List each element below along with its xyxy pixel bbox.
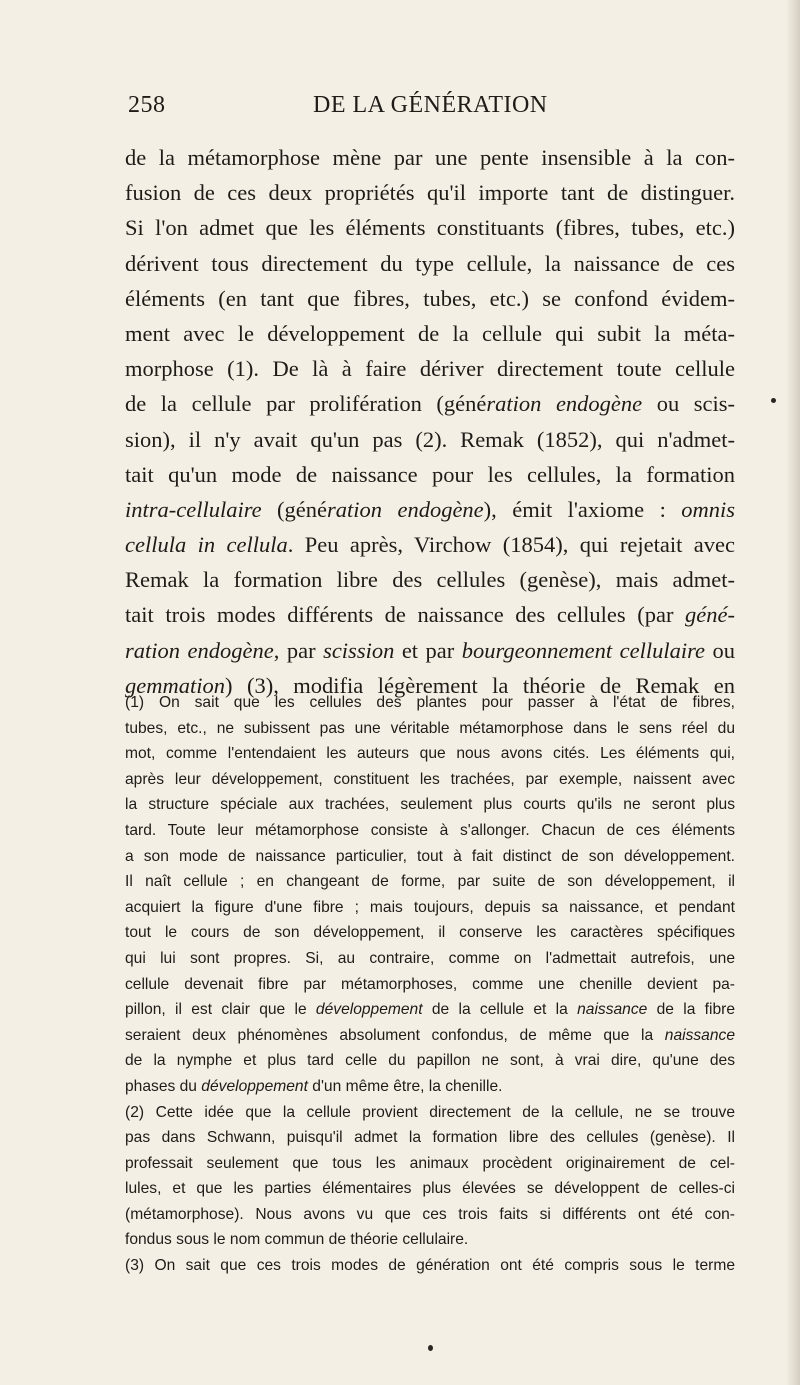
footnote-line: (2) Cette idée que la cellule provient directement de la cellule, ne se trouve [125,1103,735,1121]
footnote-line: acquiert la figure d'une fibre ; mais toujours, depuis sa naissance, et pendant [125,898,735,916]
footnote-line: (3) On sait que ces trois modes de génération ont été compris sous le terme [125,1257,735,1275]
text-line: éléments (en tant que fibres, tubes, etc.) se confond évidem- [125,285,735,311]
footnote-line: tout le cours de son développement, il conserve les caractères spécifiques [125,924,735,942]
footnote-line: la structure spéciale aux trachées, seulement plus courts qu'ils ne seront plus [125,796,735,814]
text-line: de la cellule par prolifération (génération endogène ou scis- [125,391,735,417]
text-line: dérivent tous directement du type cellule, la naissance de ces [125,250,735,276]
text-line: Si l'on admet que les éléments constituants (fibres, tubes, etc.) [125,215,735,241]
text-line: Remak la formation libre des cellules (genèse), mais admet- [125,567,735,593]
text-line: ment avec le développement de la cellule qui subit la méta- [125,320,735,346]
text-line: de la métamorphose mène par une pente insensible à la con- [125,145,735,170]
footnote-line: lules, et que les parties élémentaires plus élevées se développent de celles-ci [125,1180,735,1198]
ink-speck [428,1345,433,1351]
text-line: intra-cellulaire (génération endogène), émit l'axiome : omnis [125,496,735,522]
footnote-line: pas dans Schwann, puisqu'il admet la formation libre des cellules (genèse). Il [125,1129,735,1147]
footnote-line: (métamorphose). Nous avons vu que ces trois faits si différents ont été con- [125,1205,735,1223]
footnote-line: de la nymphe et plus tard celle du papillon ne sont, à vrai dire, qu'une des [125,1052,735,1070]
ink-speck [771,398,776,403]
footnote-line: a son mode de naissance particulier, tout à fait distinct de son développement. [125,847,735,865]
text-line: fusion de ces deux propriétés qu'il importe tant de distinguer. [125,180,735,206]
text-line: gemmation) (3), modifia légèrement la théorie de Remak en [125,672,735,698]
footnote-line: (1) On sait que les cellules des plantes pour passer à l'état de fibres, [125,694,735,711]
page-edge-shadow [786,0,800,1385]
running-title: DE LA GÉNÉRATION [313,92,548,118]
footnote-line: qui lui sont propres. Si, au contraire, comme on l'admettait autrefois, une [125,949,735,967]
footnote-line: Il naît cellule ; en changeant de forme, par suite de son développement, il [125,873,735,891]
footnote-line: fondus sous le nom commun de théorie cellulaire. [125,1231,469,1249]
text-line: morphose (1). De là à faire dériver directement toute cellule [125,356,735,382]
footnotes [125,690,735,1279]
footnote-line: tard. Toute leur métamorphose consiste à s'allonger. Chacun de ces éléments [125,821,735,839]
page-number: 258 [128,92,166,118]
footnote-line: cellule devenait fibre par métamorphoses, comme une chenille devient pa- [125,975,735,993]
footnote-line: mot, comme l'entendaient les auteurs que nous avons cités. Les éléments qui, [125,745,735,763]
footnote-line: professait seulement que tous les animaux procèdent originairement de cel- [125,1154,735,1172]
footnote-line: après leur développement, constituent les trachées, par exemple, naissent avec [125,770,735,788]
text-line: sion), il n'y avait qu'un pas (2). Remak (1852), qui n'admet- [125,426,735,452]
footnote-line: tubes, etc., ne subissent pas une véritable métamorphose dans le sens réel du [125,719,735,737]
text-line: tait trois modes différents de naissance des cellules (par géné- [125,602,735,628]
text-line: tait qu'un mode de naissance pour les cellules, la formation [125,461,735,487]
text-line: cellula in cellula. Peu après, Virchow (1854), qui rejetait avec [125,532,735,558]
footnote-line: pillon, il est clair que le développement de la cellule et la naissance de la fibre [125,1001,735,1019]
main-text [125,140,735,703]
footnote-line: seraient deux phénomènes absolument confondus, de même que la naissance [125,1026,735,1044]
text-line: ration endogène, par scission et par bourgeonnement cellulaire ou [125,637,735,663]
footnote-line: phases du développement d'un même être, la chenille. [125,1077,503,1095]
